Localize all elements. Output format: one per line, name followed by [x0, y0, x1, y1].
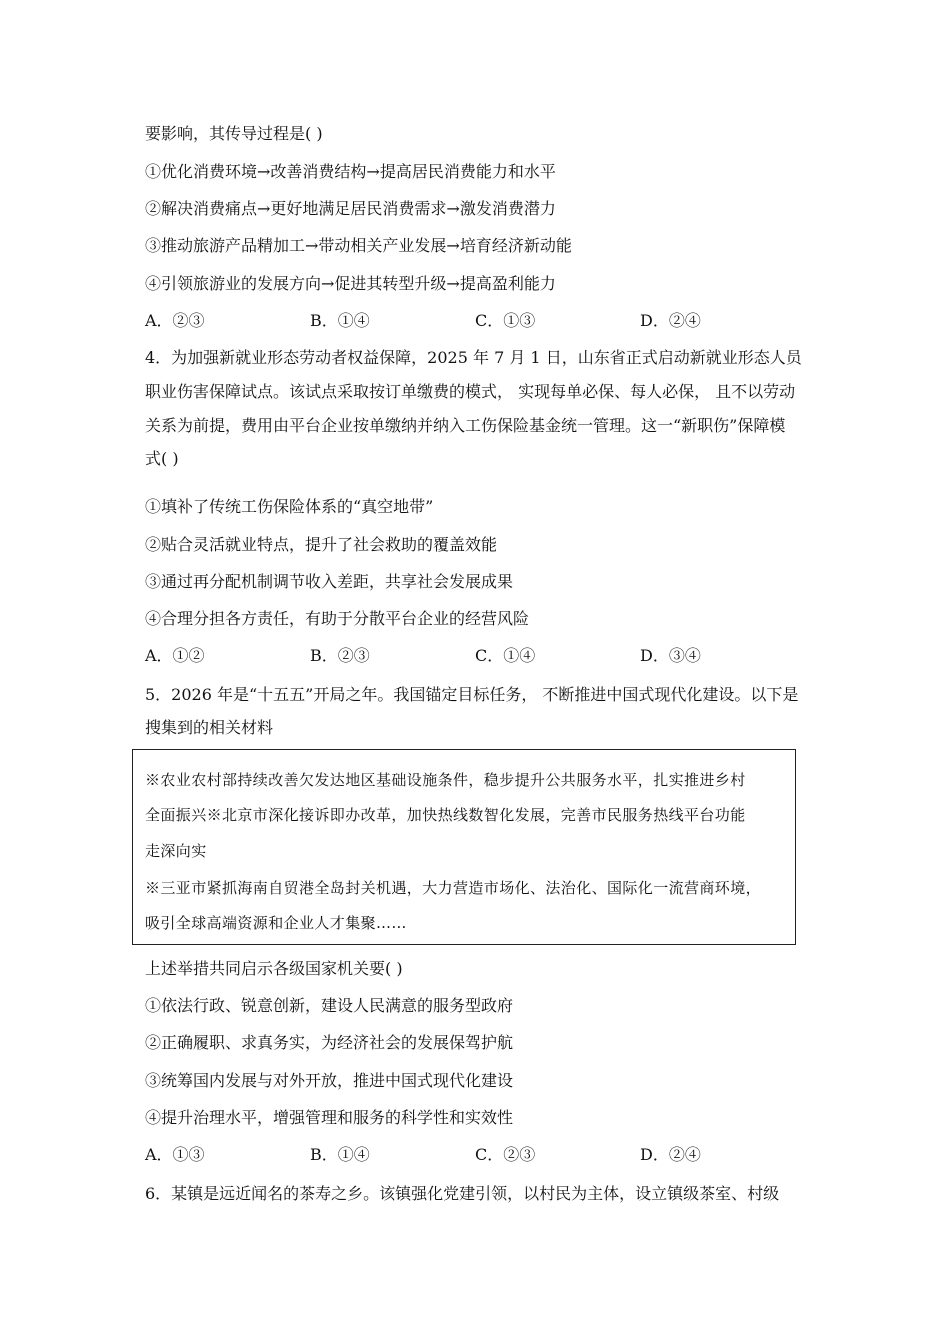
q5-item-2: ②正确履职、求真务实，为经济社会的发展保驾护航: [145, 1033, 514, 1052]
q3-item-3: ③推动旅游产品精加工→带动相关产业发展→培育经济新动能: [145, 236, 572, 255]
q5-option-b[interactable]: B．①④: [310, 1145, 370, 1164]
q3-option-a[interactable]: A．②③: [145, 311, 205, 330]
q4-option-d[interactable]: D．③④: [640, 646, 701, 665]
q3-item-2: ②解决消费痛点→更好地满足居民消费需求→激发消费潜力: [145, 199, 556, 218]
q5-stem-line-2: 搜集到的相关材料: [145, 718, 274, 737]
q4-option-b[interactable]: B．②③: [310, 646, 370, 665]
q3-item-1: ①优化消费环境→改善消费结构→提高居民消费能力和水平: [145, 162, 556, 181]
q3-options: [145, 310, 805, 332]
q5-material-line-3: 走深向实: [145, 842, 207, 860]
q6-stem-line-1: 6．某镇是远近闻名的茶寿之乡。该镇强化党建引领，以村民为主体，设立镇级茶室、村级: [145, 1184, 780, 1203]
q4-stem-line-1: 4．为加强新就业形态劳动者权益保障，2025 年 7 月 1 日，山东省正式启动新就业形态人员: [145, 348, 802, 367]
q4-stem-line-3: 关系为前提，费用由平台企业按单缴纳并纳入工伤保险基金统一管理。这一“新职伤”保障模: [145, 416, 786, 435]
q5-material-line-2: 全面振兴※北京市深化接诉即办改革，加快热线数智化发展，完善市民服务热线平台功能: [145, 806, 746, 824]
q5-item-1: ①依法行政、锐意创新，建设人民满意的服务型政府: [145, 996, 514, 1015]
q5-material-box: [132, 749, 796, 945]
q4-item-4: ④合理分担各方责任，有助于分散平台企业的经营风险: [145, 609, 530, 628]
q5-item-4: ④提升治理水平，增强管理和服务的科学性和实效性: [145, 1108, 514, 1127]
q4-option-c[interactable]: C．①④: [475, 646, 536, 665]
q5-material-line-5: 吸引全球高端资源和企业人才集聚……: [145, 914, 407, 932]
q4-item-1: ①填补了传统工伤保险体系的“真空地带”: [145, 497, 434, 516]
q4-stem-line-2: 职业伤害保障试点。该试点采取按订单缴费的模式， 实现每单必保、每人必保， 且不以劳动: [145, 382, 796, 401]
q5-option-a[interactable]: A．①③: [145, 1145, 205, 1164]
q3-stem-tail: 要影响，其传导过程是( ): [145, 124, 323, 143]
q5-material-line-1: ※农业农村部持续改善欠发达地区基础设施条件，稳步提升公共服务水平，扎实推进乡村: [145, 771, 746, 789]
q4-item-3: ③通过再分配机制调节收入差距，共享社会发展成果: [145, 572, 514, 591]
q3-option-d[interactable]: D．②④: [640, 311, 701, 330]
q4-option-a[interactable]: A．①②: [145, 646, 205, 665]
q5-stem-line-1: 5．2026 年是“十五五”开局之年。我国锚定目标任务， 不断推进中国式现代化建设。以下是: [145, 685, 799, 704]
q4-item-2: ②贴合灵活就业特点，提升了社会救助的覆盖效能: [145, 535, 498, 554]
q5-question: 上述举措共同启示各级国家机关要( ): [145, 959, 403, 978]
q3-option-c[interactable]: C．①③: [475, 311, 536, 330]
q4-options: [145, 645, 805, 667]
q5-option-d[interactable]: D．②④: [640, 1145, 701, 1164]
q3-item-4: ④引领旅游业的发展方向→促进其转型升级→提高盈利能力: [145, 274, 556, 293]
q5-material-line-4: ※三亚市紧抓海南自贸港全岛封关机遇，大力营造市场化、法治化、国际化一流营商环境，: [145, 879, 762, 897]
q5-options: [145, 1144, 805, 1166]
q4-stem-line-4: 式( ): [145, 449, 179, 468]
q5-option-c[interactable]: C．②③: [475, 1145, 536, 1164]
q3-option-b[interactable]: B．①④: [310, 311, 370, 330]
q5-item-3: ③统筹国内发展与对外开放，推进中国式现代化建设: [145, 1071, 514, 1090]
